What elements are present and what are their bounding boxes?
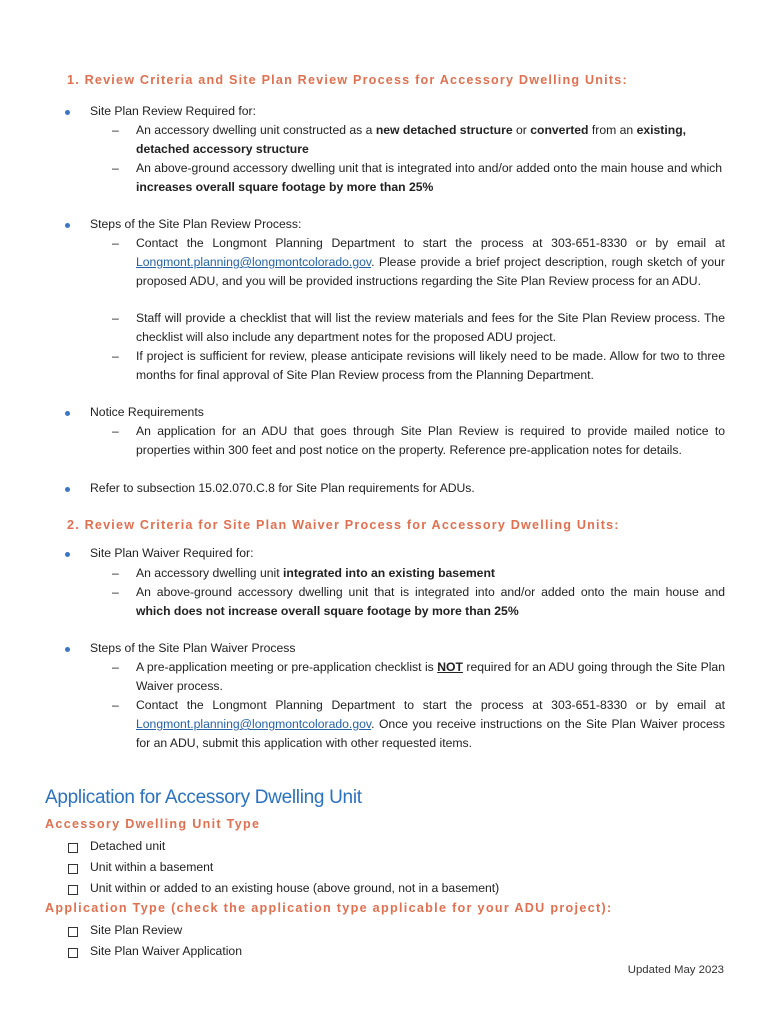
application-title: Application for Accessory Dwelling Unit [45, 787, 362, 808]
updated-date: Updated May 2023 [627, 964, 724, 976]
bullet-icon [65, 110, 70, 115]
list-item: – Staff will provide a checklist that will list the review materials and fees for the Site Plan Review process. The checklist will also include any department notes for the proposed ADU project. [112, 311, 725, 344]
checkbox[interactable] [68, 948, 78, 958]
bullet-icon [65, 647, 70, 652]
section-1-heading: 1. Review Criteria and Site Plan Review Process for Accessory Dwelling Units: [67, 73, 628, 87]
bullet-icon [65, 411, 70, 416]
email-link[interactable]: Longmont.planning@longmontcolorado.gov [136, 254, 372, 269]
list-item: – An above-ground accessory dwelling unit that is integrated into and/or added onto the main house and which increases overall square footage by more than 25% [112, 161, 723, 194]
bullet-icon [65, 552, 70, 557]
section-2-heading: 2. Review Criteria for Site Plan Waiver Process for Accessory Dwelling Units: [67, 518, 620, 532]
list-item: – A pre-application meeting or pre-application checklist is NOT required for an ADU going through the Site Plan Waiver process. [112, 660, 725, 693]
checkbox[interactable] [68, 927, 78, 937]
list-item: – Contact the Longmont Planning Department to start the process at 303-651-8330 or by email at Longmont.planning@longmontcolorado.gov. Please provide a brief project description, rough sketch of your proposed ADU, and you will be provided instructions regarding the Site Plan Review process for an ADU. [112, 236, 725, 288]
checkbox[interactable] [68, 885, 78, 895]
list-item: – An accessory dwelling unit integrated into an existing basement [112, 566, 495, 580]
list-item: – Contact the Longmont Planning Department to start the process at 303-651-8330 or by email at Longmont.planning@longmontcolorado.gov. Once you receive instructions on the Site Plan Waiver process for an ADU, submit this application with other requested items. [112, 698, 725, 750]
bullet-icon [65, 223, 70, 228]
email-link[interactable]: Longmont.planning@longmontcolorado.gov [136, 716, 372, 731]
list-item: – An accessory dwelling unit constructed as a new detached structure or converted from an existing, detached accessory structure [112, 123, 687, 156]
checkbox[interactable] [68, 843, 78, 853]
list-item: – An above-ground accessory dwelling unit that is integrated into and/or added onto the main house and which does not increase overall square footage by more than 25% [112, 585, 725, 618]
list-item: – If project is sufficient for review, please anticipate revisions will likely need to be made. Allow for two to three months for final approval of Site Plan Review process from the Planning Department. [112, 349, 725, 382]
document-page: 1. Review Criteria and Site Plan Review Process for Accessory Dwelling Units: Site Plan Review Required for: – An accessory dwelling unit constructed as a new detached structure or converted from an existing, detached accessory structure – An above-ground accessory dwelling unit that is integrated into and/or added onto the main house and which increases overall square footage by more than 25% Steps of the Site Plan Review Process: – Contact the Longmont Planning Department to start the process at 303-651-8330 or by email at Longmont.planning@longmontcolorado.gov. Please provide a brief project description, rough sketch of your proposed ADU, and you will be provided instructions regarding the Site Plan Review process for an ADU. – Staff will provide a checklist that will list the review materials and fees for the Site Plan Review process. The checklist will also include any department notes for the proposed ADU project. – If project is sufficient for review, please anticipate revisions will likely need to be made. Allow for two to three months for final approval of Site Plan Review process from the Planning Department. Notice Requirements – An application for an ADU that goes through Site Plan Review is required to provide mailed notice to properties within 300 feet and post notice on the property. Reference pre-application notes for details. Refer to subsection 15.02.070.C.8 for Site Plan requirements for ADUs. 2. Review Criteria for Site Plan Waiver Process for Accessory Dwelling Units: Site Plan Waiver Required for: – An accessory dwelling unit integrated into an existing basement – An above-ground accessory dwelling unit that is integrated into and/or added onto the main house and which does not increase overall square footage by more than 25% Steps of the Site Plan Waiver Process – A pre-application meeting or pre-application checklist is NOT required for an ADU going through the Site Plan Waiver process. – Contact the Longmont Planning Department to start the process at 303-651-8330 or by email at Longmont.planning@longmontcolorado.gov. Once you receive instructions on the Site Plan Waiver process for an ADU, submit this application with other requested items. Application for Accessory Dwelling Unit Accessory Dwelling Unit Type Detached unit Unit within a basement Unit within or added to an existing house (above ground, not in a basement) Application Type (check the application type applicable for your ADU project): Site Plan Review Site Plan Waiver Application Updated May 2023 [45, 73, 725, 976]
checkbox[interactable] [68, 864, 78, 874]
list-item: – An application for an ADU that goes through Site Plan Review is required to provide mailed notice to properties within 300 feet and post notice on the property. Reference pre-application notes for details. [112, 424, 725, 457]
application-type-heading: Application Type (check the application type applicable for your ADU project): [45, 901, 613, 915]
unit-type-heading: Accessory Dwelling Unit Type [45, 817, 261, 831]
bullet-icon [65, 487, 70, 492]
